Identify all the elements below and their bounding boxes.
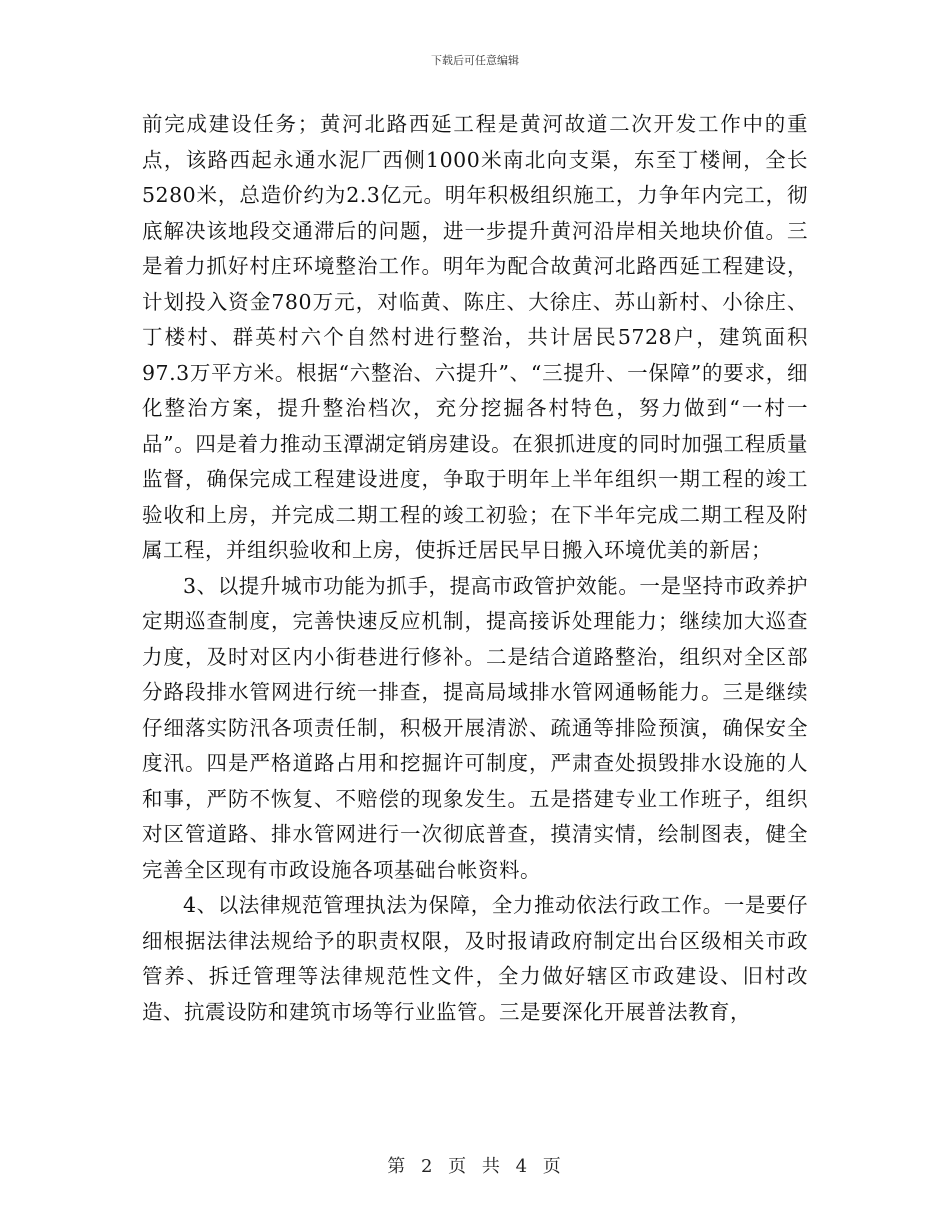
- paragraph-continued: 前完成建设任务；黄河北路西延工程是黄河故道二次开发工作中的重点，该路西起永通水泥厂西侧1000米南北向支渠，东至丁楼闸，全长5280米，总造价约为2.3亿元。明年积极组织施工，力争年内完工，彻底解决该地段交通滞后的问题，进一步提升黄河沿岸相关地块价值。三是着力抓好村庄环境整治工作。明年为配合故黄河北路西延工程建设，计划投入资金780万元，对临黄、陈庄、大徐庄、苏山新村、小徐庄、丁楼村、群英村六个自然村进行整治，共计居民5728户，建筑面积97.3万平方米。根据“六整治、六提升”、“三提升、一保障”的要求，细化整治方案，提升整治档次，充分挖掘各村特色，努力做到“一村一品”。四是着力推动玉潭湖定销房建设。在狠抓进度的同时加强工程质量监督，确保完成工程建设进度，争取于明年上半年组织一期工程的竣工验收和上房，并完成二期工程的竣工初验；在下半年完成二期工程及附属工程，并组织验收和上房，使拆迁居民早日搬入环境优美的新居；: [142, 112, 808, 562]
- footer-suffix: 页: [542, 1156, 563, 1177]
- footer-page-word: 页: [448, 1156, 469, 1177]
- document-body: [142, 107, 808, 1030]
- paragraph-item-3: 3、以提升城市功能为抓手，提高市政管护效能。一是坚持市政养护定期巡查制度，完善快速反应机制，提高接诉处理能力；继续加大巡查力度，及时对区内小街巷进行修补。二是结合道路整治，组织对全区部分路段排水管网进行统一排查，提高局域排水管网通畅能力。三是继续仔细落实防汛各项责任制，积极开展清淤、疏通等排险预演，确保安全度汛。四是严格道路占用和挖掘许可制度，严肃查处损毁排水设施的人和事，严防不恢复、不赔偿的现象发生。五是搭建专业工作班子，组织对区管道路、排水管网进行一次彻底普查，摸清实情，绘制图表，健全完善全区现有市政设施各项基础台帐资料。: [142, 573, 808, 882]
- page-header: 下载后可任意编辑: [431, 54, 519, 67]
- footer-total-word: 共: [481, 1156, 502, 1177]
- footer-current-page: 2: [420, 1156, 435, 1177]
- footer-total-pages: 4: [515, 1156, 530, 1177]
- page-footer: [0, 1152, 950, 1178]
- paragraph-item-4: 4、以法律规范管理执法为保障，全力推动依法行政工作。一是要仔细根据法律法规给予的职责权限，及时报请政府制定出台区级相关市政管养、拆迁管理等法律规范性文件，全力做好辖区市政建设、旧村改造、抗震设防和建筑市场等行业监管。三是要深化开展普法教育，: [142, 893, 808, 1024]
- footer-prefix: 第: [387, 1156, 408, 1177]
